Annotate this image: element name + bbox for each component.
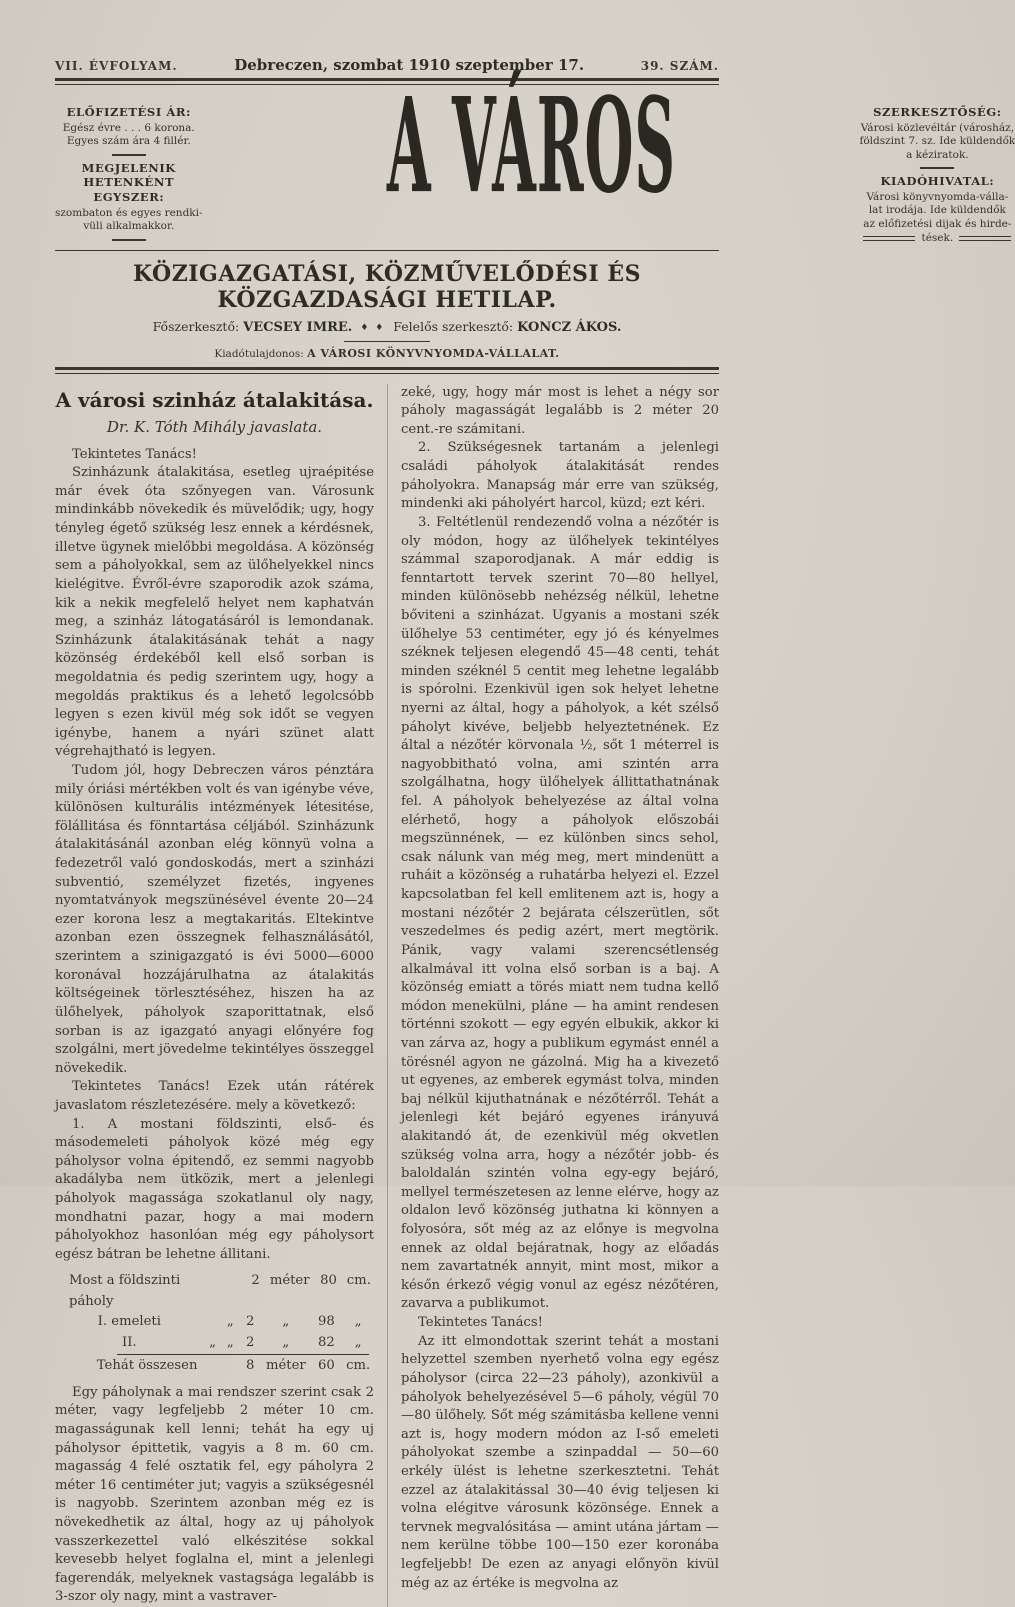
column-right [387, 384, 719, 1607]
editors-line [55, 319, 719, 335]
article-byline: Dr. K. Tóth Mihály javaslata. [106, 417, 323, 436]
table-sum-rule [117, 1354, 369, 1355]
paragraph: Tekintetes Tanács! [418, 1315, 543, 1331]
table-cell: „ [226, 1334, 234, 1350]
table-cell: I. emeleti [97, 1314, 161, 1330]
text-line: Városi könyvnyomda-válla- [866, 190, 1009, 203]
masthead-title: A VÁROS [386, 69, 676, 223]
editor-label: Főszerkesztő: [152, 318, 240, 334]
dateline-issue: 39. SZÁM. [640, 59, 719, 73]
subscription-heading: ELŐFIZETÉSI ÁR: [66, 105, 191, 119]
table-cell: Tehát összesen [96, 1358, 198, 1374]
decorative-dash [863, 236, 915, 241]
table-cell [204, 1312, 222, 1332]
last-word: tések. [921, 232, 954, 245]
paragraph: Szinházunk átalakitása, esetleg ujraépitése már évek óta szőnyegen van. Városunk mindinkább növekedik és müvelődik; ugy, hogy tényleg égető szükség lesz ennek a kérdésnek, illetve ügynek mielőbbi megoldása. A közönség sem a páholyokkal, sem az ülőhelyekkel nincs kielégitve. Évről-évre szaporodik azok száma, kik a nekik megfelelő helyet nem kaphatván meg, a szinház látogatásáról is lemondanak. Szinházunk átalakitásának tehát a nagy közönség érdekéből kell első sorban is megoldatnia és pedig szerintem ugy, hogy a megoldás praktikus és a lehető legolcsóbb legyen s ezen kivül még sok időt se vegyen igénybe, hanem a nyári szünet alatt végrehajtható is legyen. [55, 465, 374, 760]
dateline-volume: VII. ÉVFOLYAM. [55, 59, 178, 73]
table-cell: „ [282, 1334, 290, 1350]
table-cell: II. [121, 1334, 137, 1350]
masthead-title-wrap [203, 69, 860, 246]
table-cell: „ [209, 1334, 216, 1350]
paragraph: zeké, ugy, hogy már most is lehet a négy sor páholy magasságát legalább is 2 méter 20 cent.-re számitani. [401, 384, 719, 437]
editorial-heading: SZERKESZTŐSÉG: [873, 105, 1002, 119]
left-paragraphs-top [55, 446, 374, 1265]
left-paragraphs-bottom [55, 1384, 374, 1607]
table-cell: 82 [318, 1334, 335, 1350]
text-line: vüli alkalmakkor. [83, 220, 175, 233]
table-cell: 2 [245, 1314, 255, 1330]
publishing-office-lastline [859, 232, 1015, 245]
paragraph: Tekintetes Tanács! Ezek után rátérek javaslatom részletezésére. mely a következő: [55, 1079, 374, 1113]
responsible-editor-name: KONCZ ÁKOS. [517, 319, 622, 335]
publishing-office-heading: KIADÓHIVATAL: [880, 174, 995, 189]
text-line: Egész évre . . . 6 korona. [62, 121, 195, 134]
table-total-row [55, 1356, 374, 1376]
table-cell: „ [354, 1334, 362, 1350]
table-cell: 98 [318, 1314, 335, 1330]
diamond-separator-icon: ♦ ♦ [360, 322, 386, 333]
column-left [55, 384, 387, 1607]
paragraph: 2. Szükségesnek tartanám a jelenlegi családi páholyok átalakitását rendes páholyokra. Manapság már erre van szükség, mindenki aki páholyért harcol, küzd; ezt kéri. [401, 440, 719, 512]
table-cell: cm. [346, 1358, 371, 1374]
paragraph: 3. Feltétlenül rendezendő volna a nézőtér is oly módon, hogy az ülőhelyek tekintélyes számmal szaporodjanak. A már eddig is fenntartott tervek szerint 70—80 hellyel, minden különösebb nehézség nélkül, lehetne bőviteni a szinházat. Ugyanis a mostani szék ülőhelye 53 centiméter, egy jó és kényelmes széknek teljesen elegendő 45—48 centi, tehát minden széknél 5 centit meg lehetne legalább is spórolni. Ezenkivül igen sok helyet lehetne nyerni az által, hogy a páholyok, a két szélső páholyt kivéve, beljebb helyeztetnének. Ez által a nézőtér körvonala ½, sőt 1 méterrel is nagyobbitható volna, ami szintén arra szolgálhatna, hogy ülőhelyek állittathatnának fel. A páholyok behelyezése az által volna elérhető, hogy a páholyok előszobái megszünnének, — ez különben sincs sehol, csak nálunk van még meg, mert mindenütt a ruháit a közönség a ruhatárba helyezi el. Ezzel kapcsolatban fel kell emlitenem azt is, hogy a mostani nézőtér 2 bejárata célszerütlen, sőt veszedelmes és pedig azért, mert megtörik. Pánik, vagy valami szerencsétlenség alkalmával itt volna első sorban is a baj. A közönség emiatt a törés miatt nem tudna kellő módon menekülni, pláne — ha amint rendesen történni szokott — egy egyén elbukik, akkor ki van zárva az, hogy a publikum egymást ennél a törésnél agyon ne gázolná. Mig ha a kivezető ut egyenes, az emberek egymást tolva, minden baj nélkül kijuthatnának e nézőtérről. Tehát a jelenlegi két bejáró egyenes irányuvá alakitandó át, de ezenkivül még okvetlen szükség volna arra, hogy a nézőtér jobb- és baloldalán szintén volna egy-egy bejáró, mellyel természetesen az lenne elérve, hogy az oldalon levő közönség juthatna ki könnyen a folyosóra, sőt még az az előnye is megvolna ennek az oldal bejáratnak, hogy az előadás nem zavartatnék annyit, mint most, mikor a későn érkező végig vonul az egész nézőtéren, zavarva a publikumot. [401, 514, 719, 1312]
text-line: lat irodája. Ide küldendők [868, 204, 1006, 217]
body-top-rule [55, 367, 719, 374]
table-cell: 2 [245, 1334, 255, 1350]
dateline-date: Debreczen, szombat 1910 szeptember 17. [234, 56, 585, 74]
publisher-line [55, 347, 719, 360]
text-line: földszint 7. sz. Ide küldendők [859, 135, 1015, 148]
paragraph: Tudom jól, hogy Debreczen város pénztára mily óriási mértékben volt és van igénybe véve, különösen kulturális intézmények létesitése, fölállitása és fönntartása céljából. Szinházunk átalakitásánál azonban elég könnyü volna a fedezetről való gondoskodás, mert a szinházi subventió, személyzet fizetés, ingyenes nyomtatványok megszünésével évente 20—24 ezer korona lesz a megtakaritás. Eltekintve azonban ezen összegnek felhasználásától, szerintem a szinigazgató is évi 5000—6000 koronával hozzájárulhatna az átalakitás költségeinek törlesztéséhez, hiszen ha az ülőhelyek, páholyok szaporittatnak, első sorban is az igazgató anyagi előnyére fog szolgálni, mert jövedelme tekintélyes összeggel növekedik. [55, 762, 374, 1076]
table-row [55, 1312, 374, 1332]
decorative-dash [959, 236, 1011, 241]
box-divider [112, 154, 146, 156]
table-cell: 2 [251, 1273, 260, 1289]
table-row [55, 1271, 374, 1312]
editor-name: VECSEY IMRE. [243, 319, 353, 335]
masthead [55, 69, 1015, 246]
publisher-value: A VÁROSI KÖNYVNYOMDA-VÁLLALAT. [307, 346, 560, 360]
table-cell [228, 1271, 245, 1312]
table-cell: cm. [346, 1273, 371, 1289]
paragraph: Tekintetes Tanács! [72, 446, 197, 462]
article-title: A városi szinház átalakitása. [55, 387, 374, 412]
table-cell: 60 [318, 1358, 335, 1374]
table-cell: „ [282, 1314, 290, 1330]
text-line: Városi közlevéltár (városház, [860, 121, 1015, 134]
table-cell: méter [269, 1273, 310, 1289]
publisher-label: Kiadótulajdonos: [214, 347, 304, 360]
table-cell: 8 [245, 1358, 255, 1374]
right-paragraphs [401, 384, 719, 1594]
paragraph: Egy páholynak a mai rendszer szerint csak 2 méter, vagy legfeljebb 2 méter 10 cm. magasságunak kell lenni; tehát ha egy uj páholysor épittetik, vagyis a 8 m. 60 cm. magasság 4 felé osztatik fel, egy páholyra 2 méter 16 centiméter jut; vagyis a szükségesnél is nagyobb. Szerintem azonban még ez is növekedhetik az által, hogy az uj páholyok vasszerkezettel való elkészitése sokkal kevesebb helyet foglalna el, mint a jelenlegi fagerendák, melyeknek vastagsága legalább is 3-szor oly nagy, mint a vastraver- [55, 1384, 374, 1605]
text-line: az előfizetési dijak és hirde- [863, 217, 1012, 230]
paper-subtitle: KÖZIGAZGATÁSI, KÖZMŰVELŐDÉSI ÉS KÖZGAZDASÁGI HETILAP. [133, 260, 641, 313]
responsible-editor-label: Felelős szerkesztő: [393, 318, 514, 334]
table-cell [211, 1271, 228, 1312]
editorial-lines [859, 122, 1015, 162]
table-cell: „ [354, 1314, 362, 1330]
table-cell: Most a földszinti páholy [69, 1273, 181, 1309]
short-rule [344, 341, 430, 342]
editorial-box [859, 93, 1015, 246]
subscription-box [55, 93, 203, 246]
table-row [55, 1333, 374, 1353]
text-line: szombaton és egyes rendki- [55, 206, 203, 219]
masthead-rule [55, 250, 719, 251]
box-divider [112, 239, 146, 241]
box-divider [920, 167, 954, 169]
text-line: a kéziratok. [906, 148, 969, 161]
table-cell: „ [226, 1314, 234, 1330]
frequency-lines [55, 207, 203, 234]
table-cell: 80 [320, 1273, 337, 1289]
paragraph: 1. A mostani földszinti, első- és másodemeleti páholyok közé még egy páholysor volna épitendő, ez semmi nagyobb akadályba nem ütközik, mert a jelenlegi páholyok magassága szokatlanul oly nagy, mondhatni pazar, hogy a mai modern páholyokhoz hasonlóan még egy páholysort egész bátran be lehetne állitani. [55, 1116, 374, 1262]
text-line: Egyes szám ára 4 fillér. [66, 135, 191, 148]
article-columns [55, 384, 719, 1607]
table-cell: méter [265, 1358, 306, 1374]
frequency-heading: MEGJELENIK HETENKÉNT EGYSZER: [81, 160, 176, 205]
paragraph: Az itt elmondottak szerint tehát a mostani helyzettel szemben nyerhető volna egy egész páholysor (circa 22—23 páholy), azonkivül a páholyok behelyezésével 5—6 páholy, végül 70—80 ülőhely. Sőt még számitásba kellene venni azt is, hogy modern módon az I-ső emeleti páholyokat szembe a szinpaddal — 50—60 erkély ülést is lehetne szerkesztetni. Tehát ezzel az átalakitással 30—40 évig teljesen ki volna elégitve városunk közönsége. Ennek a tervnek megvalósitása — amint utána jártam — nem kerülne többe 100—150 ezer koronába legfeljebb! De ezen az anyagi előnyön kivül még az az értéke is megvolna az [401, 1333, 719, 1591]
subscription-lines [55, 122, 203, 149]
measurement-table [55, 1271, 374, 1376]
publishing-office-lines [859, 191, 1015, 231]
